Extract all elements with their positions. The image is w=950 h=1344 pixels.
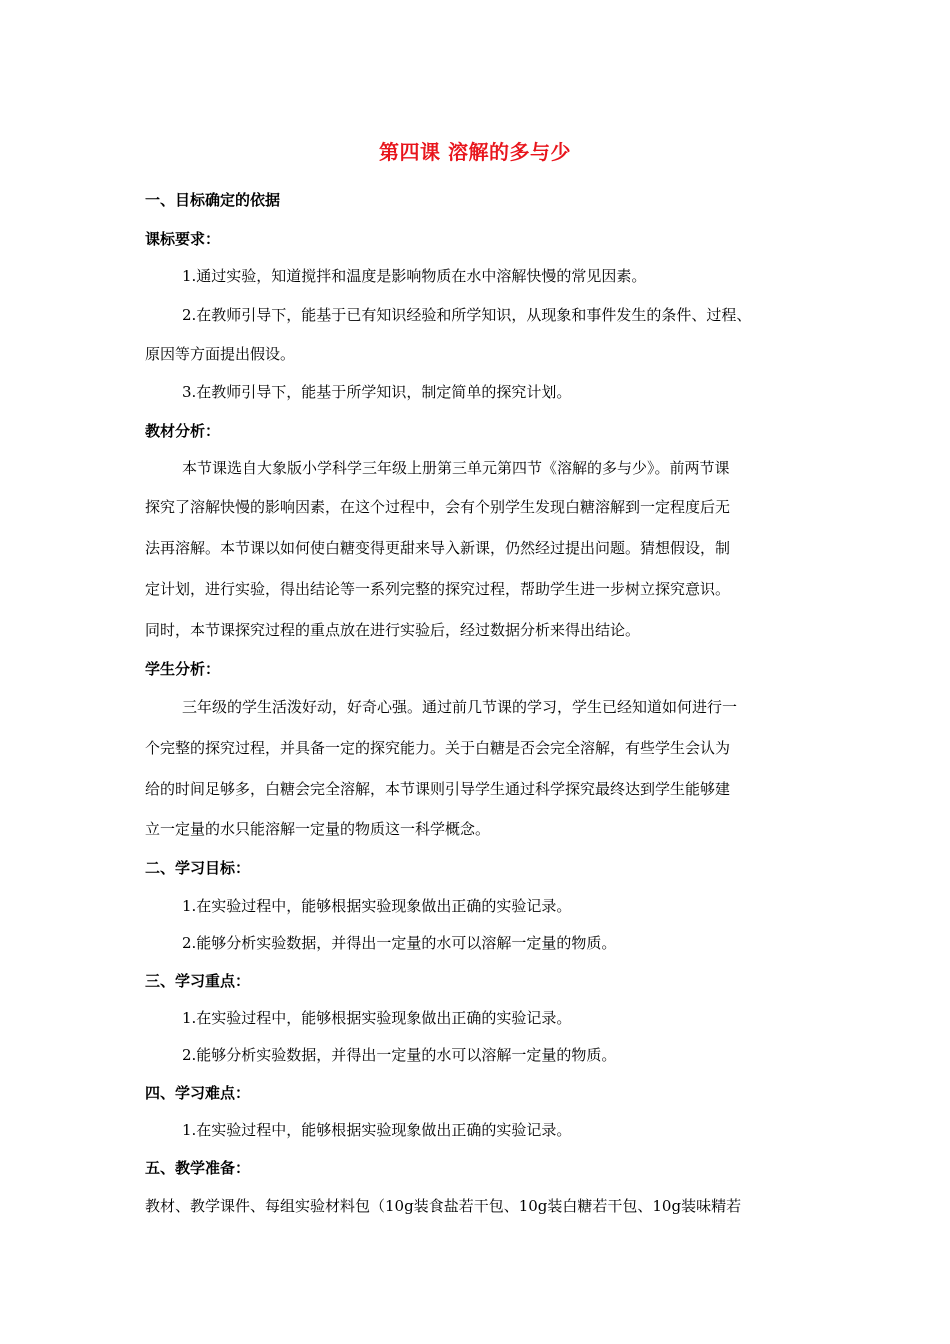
subheading-curriculum-standards: 课标要求： [145,230,221,248]
paragraph-line: 立一定量的水只能溶解一定量的物质这一科学概念。 [145,820,491,838]
paragraph-line: 探究了溶解快慢的影响因素，在这个过程中，会有个别学生发现白糖溶解到一定程度后无 [145,498,731,516]
list-item: 1.在实验过程中，能够根据实验现象做出正确的实验记录。 [182,1121,572,1139]
paragraph-line: 3.在教师引导下，能基于所学知识，制定简单的探究计划。 [182,383,572,401]
paragraph-line: 定计划，进行实验，得出结论等一系列完整的探究过程，帮助学生进一步树立探究意识。 [145,580,731,598]
paragraph-line: 原因等方面提出假设。 [145,345,296,363]
list-item: 2.能够分析实验数据，并得出一定量的水可以溶解一定量的物质。 [182,1046,617,1064]
section-heading-learning-goals: 二、学习目标： [145,859,251,877]
section-heading-basis: 一、目标确定的依据 [145,191,281,209]
section-heading-key-points: 三、学习重点： [145,972,251,990]
paragraph-line: 本节课选自大象版小学科学三年级上册第三单元第四节《溶解的多与少》。前两节课 [182,459,730,477]
paragraph-line: 三年级的学生活泼好动，好奇心强。通过前几节课的学习，学生已经知道如何进行一 [182,698,738,716]
subheading-student-analysis: 学生分析： [145,660,221,678]
list-item: 1.在实验过程中，能够根据实验现象做出正确的实验记录。 [182,897,572,915]
paragraph-line: 同时，本节课探究过程的重点放在进行实验后，经过数据分析来得出结论。 [145,621,641,639]
paragraph-line: 给的时间足够多，白糖会完全溶解，本节课则引导学生通过科学探究最终达到学生能够建 [145,780,731,798]
list-item: 1.在实验过程中，能够根据实验现象做出正确的实验记录。 [182,1009,572,1027]
page-title: 第四课 溶解的多与少 [379,140,571,164]
section-heading-difficulties: 四、学习难点： [145,1084,251,1102]
list-item: 2.能够分析实验数据，并得出一定量的水可以溶解一定量的物质。 [182,934,617,952]
paragraph-line: 法再溶解。本节课以如何使白糖变得更甜来导入新课，仍然经过提出问题。猜想假设，制 [145,539,731,557]
paragraph-line: 教材、教学课件、每组实验材料包（10g装食盐若干包、10g装白糖若干包、10g装味精若 [145,1197,742,1215]
subheading-material-analysis: 教材分析： [145,422,221,440]
paragraph-line: 2.在教师引导下，能基于已有知识经验和所学知识，从现象和事件发生的条件、过程、 [182,306,752,324]
section-heading-preparation: 五、教学准备： [145,1159,251,1177]
paragraph-line: 1.通过实验，知道搅拌和温度是影响物质在水中溶解快慢的常见因素。 [182,267,647,285]
paragraph-line: 个完整的探究过程，并具备一定的探究能力。关于白糖是否会完全溶解，有些学生会认为 [145,739,731,757]
